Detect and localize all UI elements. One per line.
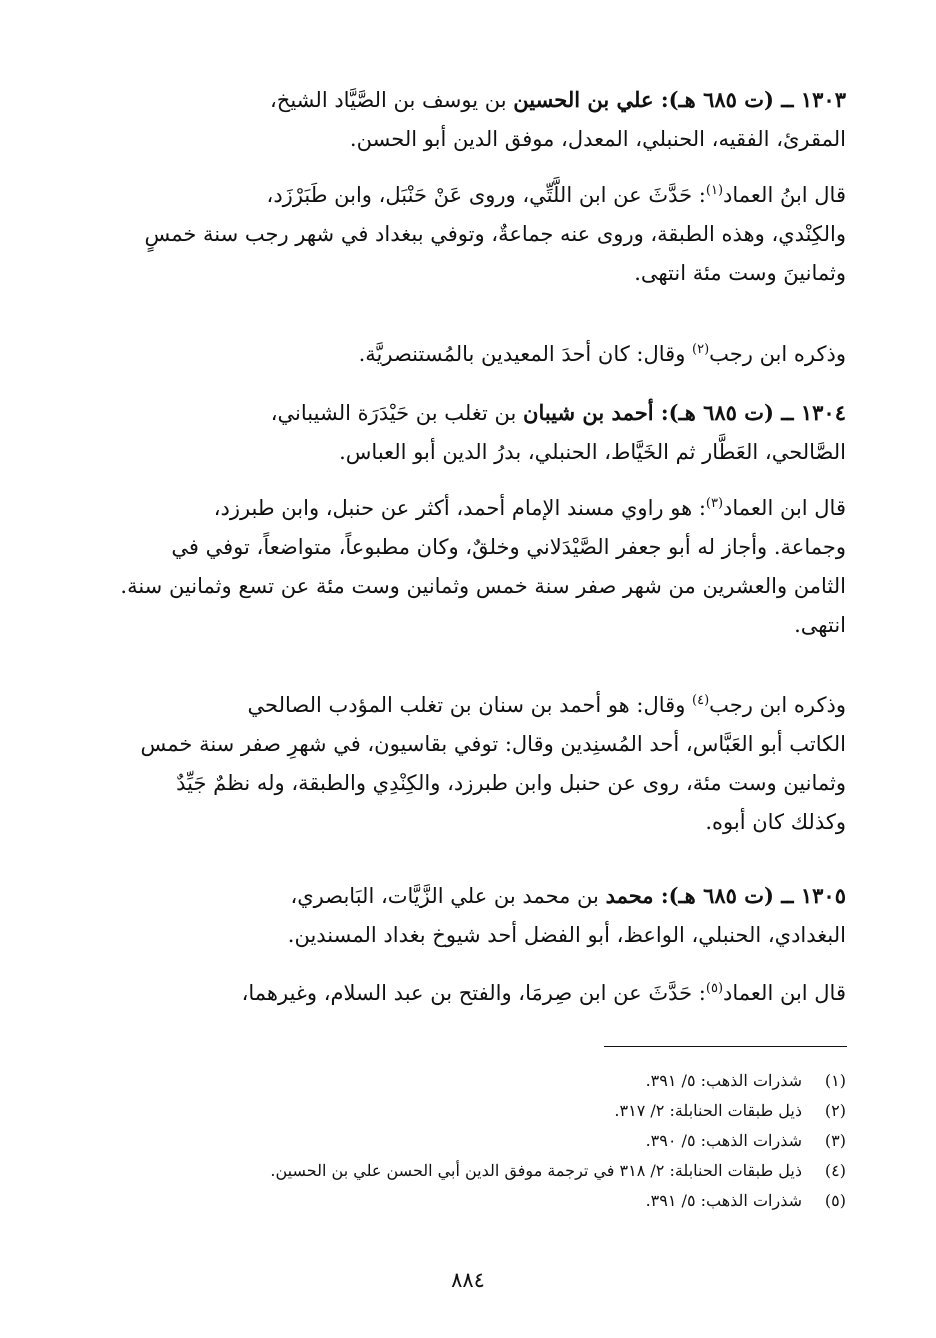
text-line: ١٣٠٤ ــ (ت ٦٨٥ هـ): أحمد بن شيبان بن تغلب بن حَيْدَرَة الشيباني، — [270, 400, 846, 425]
footnote-number: (١) — [824, 1071, 846, 1090]
text-line: المقرئ، الفقيه، الحنبلي، المعدل، موفق الدين أبو الحسن. — [349, 127, 846, 151]
text-line: الثامن والعشرين من شهر صفر سنة خمس وثمانين وست مئة عن تسع وثمانين سنة. — [120, 574, 846, 598]
entry-1305-heading — [96, 876, 846, 955]
text-line: وذكره ابن رجب$^{(٤)}$ وقال: هو أحمد بن سنان بن تغلب المؤدب الصالحي — [247, 693, 846, 717]
text-line: ١٣٠٣ ــ (ت ٦٨٥ هـ): علي بن الحسين بن يوسف بن الصَّيَّاد الشيخ، — [270, 87, 846, 112]
footnote-number: (٥) — [824, 1191, 846, 1210]
text-line: انتهى. — [794, 613, 846, 637]
footnote-text: ذيل طبقات الحنابلة: ٢/ ٣١٧. — [614, 1101, 802, 1120]
entry-1303-ibn-alimad-paragraph — [96, 176, 846, 293]
text-line: الكاتب أبو العَبَّاس، أحد المُسنِدين وقال: توفي بقاسيون، في شهرِ صفر سنة خمس — [140, 732, 846, 756]
footnote-ref: (١) — [705, 183, 724, 198]
footnote — [96, 1186, 846, 1216]
entry-1303-ibn-rajab-paragraph — [96, 335, 846, 374]
text-line: ١٣٠٥ ــ (ت ٦٨٥ هـ): محمد بن محمد بن علي الزَّيَّات، البَابصري، — [290, 883, 846, 908]
text-line: قال ابنُ العماد$^{(١)}$: حَدَّثَ عن ابن اللَّتِّي، وروى عَنْ حَنْبَل، وابن طَبَرْزَد، — [266, 183, 846, 207]
footnote-ref: (٤) — [692, 693, 710, 708]
text-line: قال ابن العماد$^{(٣)}$: هو راوي مسند الإمام أحمد، أكثر عن حنبل، وابن طبرزد، — [213, 496, 846, 520]
entry-1304-ibn-alimad-paragraph — [96, 489, 846, 645]
text-line: والكِنْدي، وهذه الطبقة، وروى عنه جماعةٌ، وتوفي ببغداد في شهر رجب سنة خمسٍ — [144, 222, 846, 246]
page-number: ٨٨٤ — [451, 1268, 485, 1292]
text-line: وثمانين وست مئة، روى عن حنبل وابن طبرزد، والكِنْدِي والطبقة، وله نظمٌ جَيِّدٌ — [176, 771, 846, 795]
footnote-number: (٤) — [824, 1161, 846, 1180]
footnote-divider — [604, 1046, 847, 1047]
text-line: وكذلك كان أبوه. — [705, 810, 846, 834]
footnote — [96, 1126, 846, 1156]
footnote-ref: (٢) — [692, 342, 710, 357]
footnote-text: شذرات الذهب: ٥/ ٣٩٠. — [645, 1131, 802, 1150]
text-line: وذكره ابن رجب$^{(٢)}$ وقال: كان أحدَ المعيدين بالمُستنصريَّة. — [358, 342, 846, 366]
footnote — [96, 1096, 846, 1126]
text-line: وثمانينَ وست مئة انتهى. — [634, 261, 846, 285]
entry-1305-ibn-alimad-paragraph — [96, 974, 846, 1013]
footnote-text: شذرات الذهب: ٥/ ٣٩١. — [645, 1191, 802, 1210]
text-line: البغدادي، الحنبلي، الواعظ، أبو الفضل أحد شيوخ بغداد المسندين. — [287, 923, 846, 947]
text-line: الصَّالحي، العَطَّار ثم الخَيَّاط، الحنبلي، بدرُ الدين أبو العباس. — [339, 440, 846, 464]
footnote — [96, 1156, 846, 1186]
entry-1303-heading — [96, 80, 846, 159]
text-line: وجماعة. وأجاز له أبو جعفر الصَّيْدَلاني وخلقٌ، وكان مطبوعاً، متواضعاً، توفي في — [171, 535, 846, 559]
entry-1304-ibn-rajab-paragraph — [96, 686, 846, 842]
text-line: قال ابن العماد$^{(٥)}$: حَدَّثَ عن ابن صِرمَا، والفتح بن عبد السلام، وغيرهما، — [241, 981, 846, 1005]
footnote — [96, 1066, 846, 1096]
footnote-number: (٢) — [824, 1101, 846, 1120]
footnote-ref: (٣) — [705, 496, 724, 511]
footnote-text: شذرات الذهب: ٥/ ٣٩١. — [645, 1071, 802, 1090]
footnotes — [96, 1066, 846, 1216]
footnote-ref: (٥) — [705, 981, 724, 996]
footnote-number: (٣) — [824, 1131, 846, 1150]
footnote-text: ذيل طبقات الحنابلة: ٢/ ٣١٨ في ترجمة موفق الدين أبي الحسن علي بن الحسين. — [270, 1161, 802, 1180]
entry-1304-heading — [96, 393, 846, 472]
